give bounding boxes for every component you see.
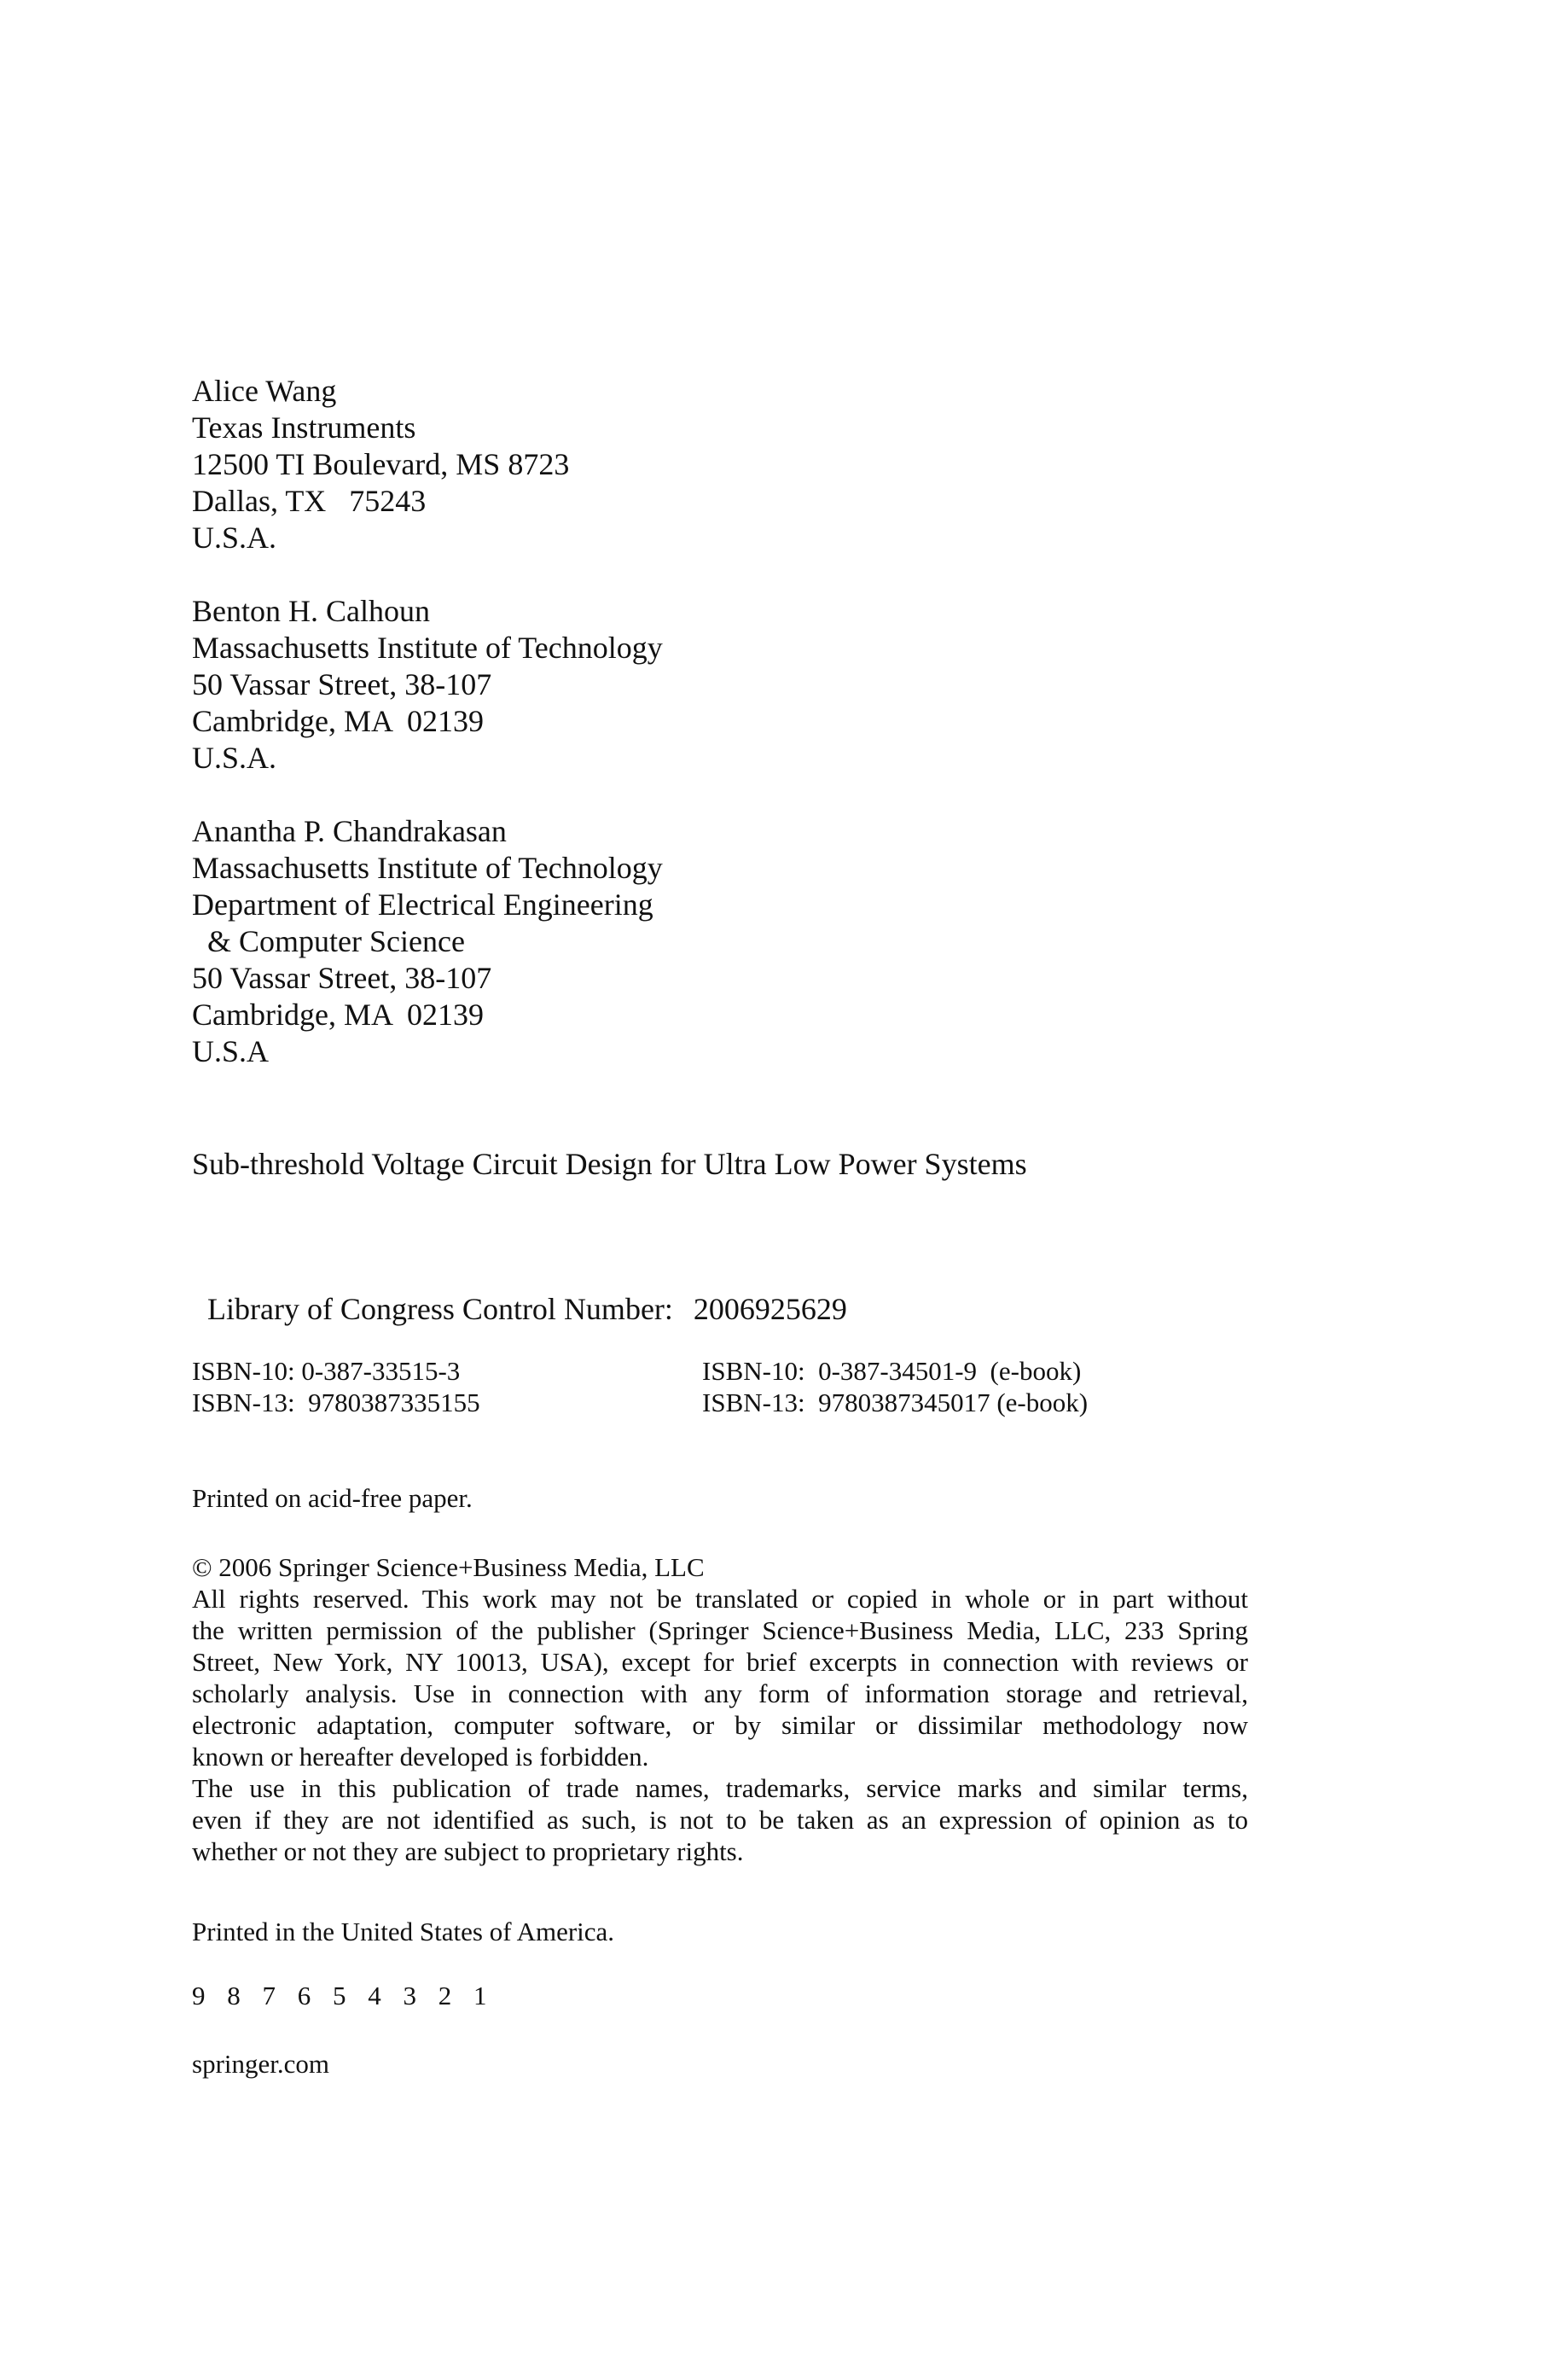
address-line: Texas Instruments	[192, 410, 416, 445]
author-address-wang	[192, 373, 569, 556]
rights-line: Street, New York, NY 10013, USA), except for brief excerpts in connection with reviews or	[192, 1647, 1248, 1677]
copyright-line: © 2006 Springer Science+Business Media, LLC	[192, 1552, 705, 1582]
author-address-calhoun	[192, 593, 663, 777]
isbn-row-10	[192, 1355, 1088, 1387]
author-name: Anantha P. Chandrakasan	[192, 814, 507, 848]
copyright-notice	[192, 1551, 1248, 1867]
rights-line: All rights reserved. This work may not be translated or copied in whole or in part without	[192, 1584, 1248, 1614]
address-line: U.S.A.	[192, 521, 277, 555]
address-line: Department of Electrical Engineering	[192, 887, 653, 922]
address-line: 12500 TI Boulevard, MS 8723	[192, 447, 570, 481]
isbn-10-print: ISBN-10: 0-387-33515-3	[192, 1356, 461, 1386]
address-line: Cambridge, MA 02139	[192, 998, 484, 1032]
address-line: 50 Vassar Street, 38-107	[192, 961, 492, 995]
loc-label: Library of Congress Control Number:	[207, 1292, 673, 1326]
rights-line: known or hereafter developed is forbidden.	[192, 1742, 649, 1772]
isbn-10-ebook: ISBN-10: 0-387-34501-9 (e-book)	[702, 1356, 1082, 1386]
acid-free-note: Printed on acid-free paper.	[192, 1483, 473, 1513]
author-name: Benton H. Calhoun	[192, 594, 430, 628]
loc-control-number	[192, 1254, 847, 1328]
publisher-website: springer.com	[192, 2049, 329, 2079]
address-line: U.S.A	[192, 1034, 270, 1068]
isbn-table	[192, 1355, 1088, 1418]
loc-value: 2006925629	[693, 1292, 847, 1326]
print-run-numbers: 9 8 7 6 5 4 3 2 1	[192, 1981, 495, 2010]
printed-in-note: Printed in the United States of America.	[192, 1917, 615, 1946]
trademark-line: The use in this publication of trade names, trademarks, service marks and similar terms,	[192, 1773, 1248, 1803]
rights-line: electronic adaptation, computer software, or by similar or dissimilar methodology now	[192, 1710, 1248, 1740]
address-line: & Computer Science	[192, 924, 465, 958]
author-address-chandrakasan	[192, 813, 663, 1070]
address-line: Dallas, TX 75243	[192, 484, 427, 518]
book-title: Sub-threshold Voltage Circuit Design for Ultra Low Power Systems	[192, 1147, 1027, 1181]
rights-line: the written permission of the publisher (Springer Science+Business Media, LLC, 233 Spring	[192, 1615, 1248, 1645]
author-name: Alice Wang	[192, 374, 337, 408]
address-line: Massachusetts Institute of Technology	[192, 631, 663, 665]
isbn-13-ebook: ISBN-13: 9780387345017 (e-book)	[702, 1388, 1089, 1417]
rights-line: scholarly analysis. Use in connection with any form of information storage and retrieval,	[192, 1679, 1248, 1708]
isbn-13-print: ISBN-13: 9780387335155	[192, 1388, 480, 1417]
trademark-line: whether or not they are subject to proprietary rights.	[192, 1836, 744, 1866]
address-line: Cambridge, MA 02139	[192, 704, 484, 738]
address-line: Massachusetts Institute of Technology	[192, 851, 663, 885]
trademark-line: even if they are not identified as such, is not to be taken as an expression of opinion as to	[192, 1805, 1248, 1835]
address-line: 50 Vassar Street, 38-107	[192, 667, 492, 701]
isbn-row-13	[192, 1387, 1088, 1418]
address-line: U.S.A.	[192, 741, 277, 775]
